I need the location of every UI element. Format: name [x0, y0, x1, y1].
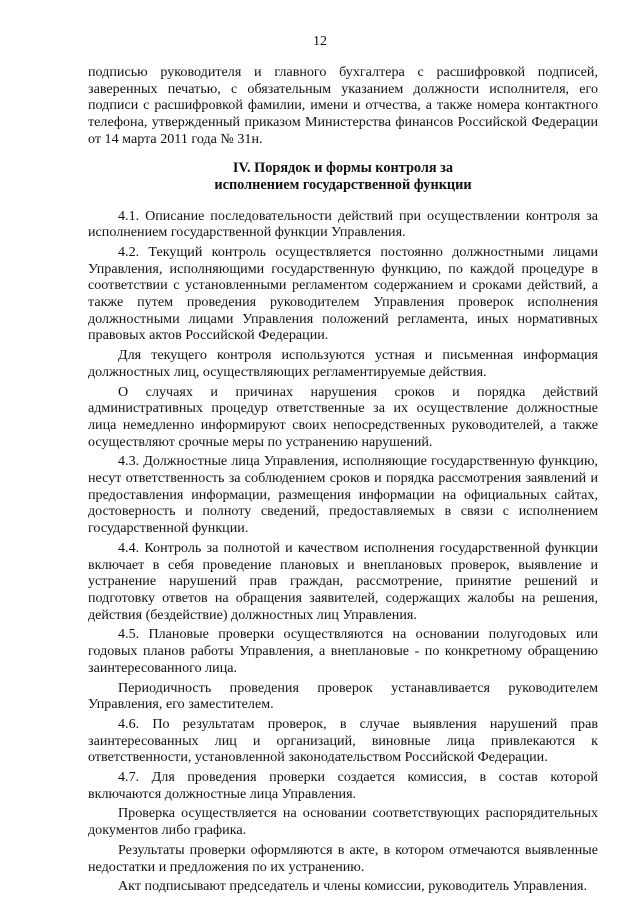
paragraph-4-7: 4.7. Для проведения проверки создается комиссия, в состав которой включаются должностные лица Управления.	[88, 769, 598, 802]
paragraph-4-3: 4.3. Должностные лица Управления, исполняющие государственную функцию, несут ответственность за соблюдением сроков и порядка рассмотрения заявлений и предоставления информации, размещения информации на официальных сайтах, достоверность и полноту сведений, предоставляемых в связи с исполнением государственной функции.	[88, 453, 598, 537]
paragraph-inspection-results: Результаты проверки оформляются в акте, в котором отмечаются выявленные недостатки и предложения по их устранению.	[88, 841, 598, 875]
paragraph-4-6: 4.6. По результатам проверок, в случае выявления нарушений прав заинтересованных лиц и организаций, виновные лица привлекаются к ответственности, установленной законодательством Российской Федерации.	[88, 715, 598, 766]
paragraph-inspection-basis: Проверка осуществляется на основании соответствующих распорядительных документов либо графика.	[88, 805, 598, 839]
section-title-line-1: IV. Порядок и формы контроля за	[232, 159, 454, 176]
section-heading	[88, 160, 598, 194]
paragraph-periodicity: Периодичность проведения проверок устанавливается руководителем Управления, его заместителем.	[88, 679, 598, 713]
paragraph-act-signing: Акт подписывают председатель и члены комиссии, руководитель Управления.	[118, 878, 588, 895]
paragraph-violations: О случаях и причинах нарушения сроков и порядка действий административных процедур ответственные за их осуществление должностные лица немедленно информируют своих непосредственных руководителей, а также осуществляют срочные меры по устранению нарушений.	[88, 383, 598, 450]
paragraph-4-2: 4.2. Текущий контроль осуществляется постоянно должностными лицами Управления, исполняющими государственную функцию, по каждой процедуре в соответствии с установленными регламентом содержанием и сроками действий, а также путем проведения руководителем Управления проверок исполнения должностными лицами Управления положений регламента, иных нормативных правовых актов Российской Федерации.	[88, 243, 598, 344]
page-number: 12	[313, 34, 327, 49]
paragraph-current-control: Для текущего контроля используются устная и письменная информация должностных лиц, осуществляющих регламентируемые действия.	[88, 347, 598, 380]
intro-paragraph: подписью руководителя и главного бухгалтера с расшифровкой подписей, заверенных печатью, с обязательным указанием должности исполнителя, его подписи с расшифровкой фамилии, имени и отчества, а также номера контактного телефона, утвержденный приказом Министерства финансов Российской Федерации от 14 марта 2011 года № 31н.	[88, 64, 598, 147]
section-title-line-2: исполнением государственной функции	[214, 176, 472, 193]
paragraph-4-4: 4.4. Контроль за полнотой и качеством исполнения государственной функции включает в себя проведение плановых и внеплановых проверок, выявление и устранение нарушений прав граждан, рассмотрение, принятие решений и подготовку ответов на обращения заявителей, содержащих жалобы на решения, действия (бездействие) должностных лиц Управления.	[88, 539, 598, 623]
document-body	[88, 64, 598, 898]
paragraph-4-1: 4.1. Описание последовательности действий при осуществлении контроля за исполнением государственной функции Управления.	[88, 207, 598, 241]
paragraph-4-5: 4.5. Плановые проверки осуществляются на основании полугодовых или годовых планов работы Управления, а внеплановые - по конкретному обращению заинтересованного лица.	[88, 626, 598, 676]
